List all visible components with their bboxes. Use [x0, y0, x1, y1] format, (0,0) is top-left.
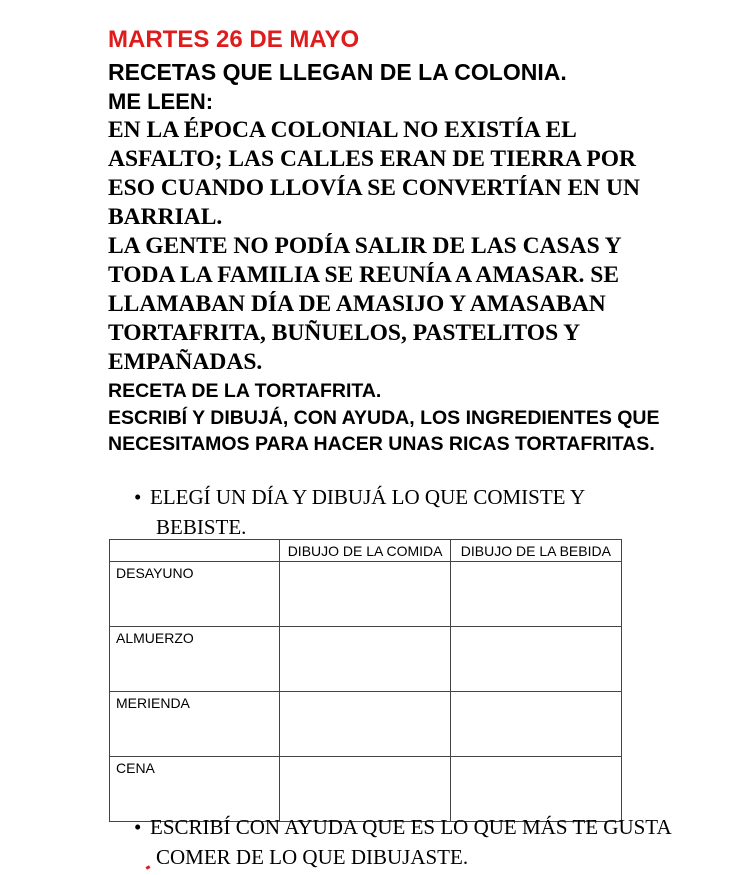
reading-instruction: ME LEEN:: [108, 89, 214, 114]
worksheet-title: RECETAS QUE LLEGAN DE LA COLONIA.: [108, 59, 567, 85]
row-label-almuerzo: ALMUERZO: [110, 627, 280, 692]
table-header-empty: [110, 540, 280, 562]
bullet-text-2: ESCRIBÍ CON AYUDA QUE ES LO QUE MÁS TE GUSTA COMER DE LO QUE DIBUJASTE.: [150, 815, 671, 869]
food-drawing-cell[interactable]: [280, 692, 450, 757]
table-row: [110, 562, 622, 627]
table-header-drink: DIBUJO DE LA BEBIDA: [450, 540, 621, 562]
drink-drawing-cell[interactable]: [450, 692, 621, 757]
recipe-heading: RECETA DE LA TORTAFRITA.: [108, 380, 382, 402]
story-paragraph-2: LA GENTE NO PODÍA SALIR DE LAS CASAS Y TODA LA FAMILIA SE REUNÍA A AMASAR. SE LLAMABAN DÍA DE AMASIJO Y AMASABAN TORTAFRITA, BUÑUELOS, PASTELITOS Y EMPAÑADAS.: [108, 233, 621, 375]
food-drawing-cell[interactable]: [280, 627, 450, 692]
table-row: [110, 692, 622, 757]
row-label-desayuno: DESAYUNO: [110, 562, 280, 627]
food-drawing-cell[interactable]: [280, 562, 450, 627]
bullet-dot-icon: •: [134, 485, 142, 509]
row-label-cena: CENA: [110, 757, 280, 822]
row-label-merienda: MERIENDA: [110, 692, 280, 757]
date-heading: MARTES 26 DE MAYO: [108, 26, 360, 53]
recipe-section: [108, 378, 668, 458]
drink-drawing-cell[interactable]: [450, 562, 621, 627]
recipe-task: ESCRIBÍ Y DIBUJÁ, CON AYUDA, LOS INGREDIENTES QUE NECESITAMOS PARA HACER UNAS RICAS TORTAFRITAS.: [108, 406, 660, 455]
bullet-dot-icon: •: [134, 815, 142, 839]
table-row: [110, 627, 622, 692]
table-header-food: DIBUJO DE LA COMIDA: [280, 540, 450, 562]
drink-drawing-cell[interactable]: [450, 627, 621, 692]
bullet-text-1: ELEGÍ UN DÍA Y DIBUJÁ LO QUE COMISTE Y BEBISTE.: [150, 485, 585, 539]
bullet-item-1: [134, 482, 676, 542]
story-paragraph-1: EN LA ÉPOCA COLONIAL NO EXISTÍA EL ASFALTO; LAS CALLES ERAN DE TIERRA POR ESO CUANDO LLOVÍA SE CONVERTÍAN EN UN BARRIAL.: [108, 117, 640, 230]
table-header-row: [110, 540, 622, 562]
meals-table: [109, 539, 622, 822]
story-text: [108, 116, 668, 377]
bullet-item-2: [134, 812, 676, 872]
